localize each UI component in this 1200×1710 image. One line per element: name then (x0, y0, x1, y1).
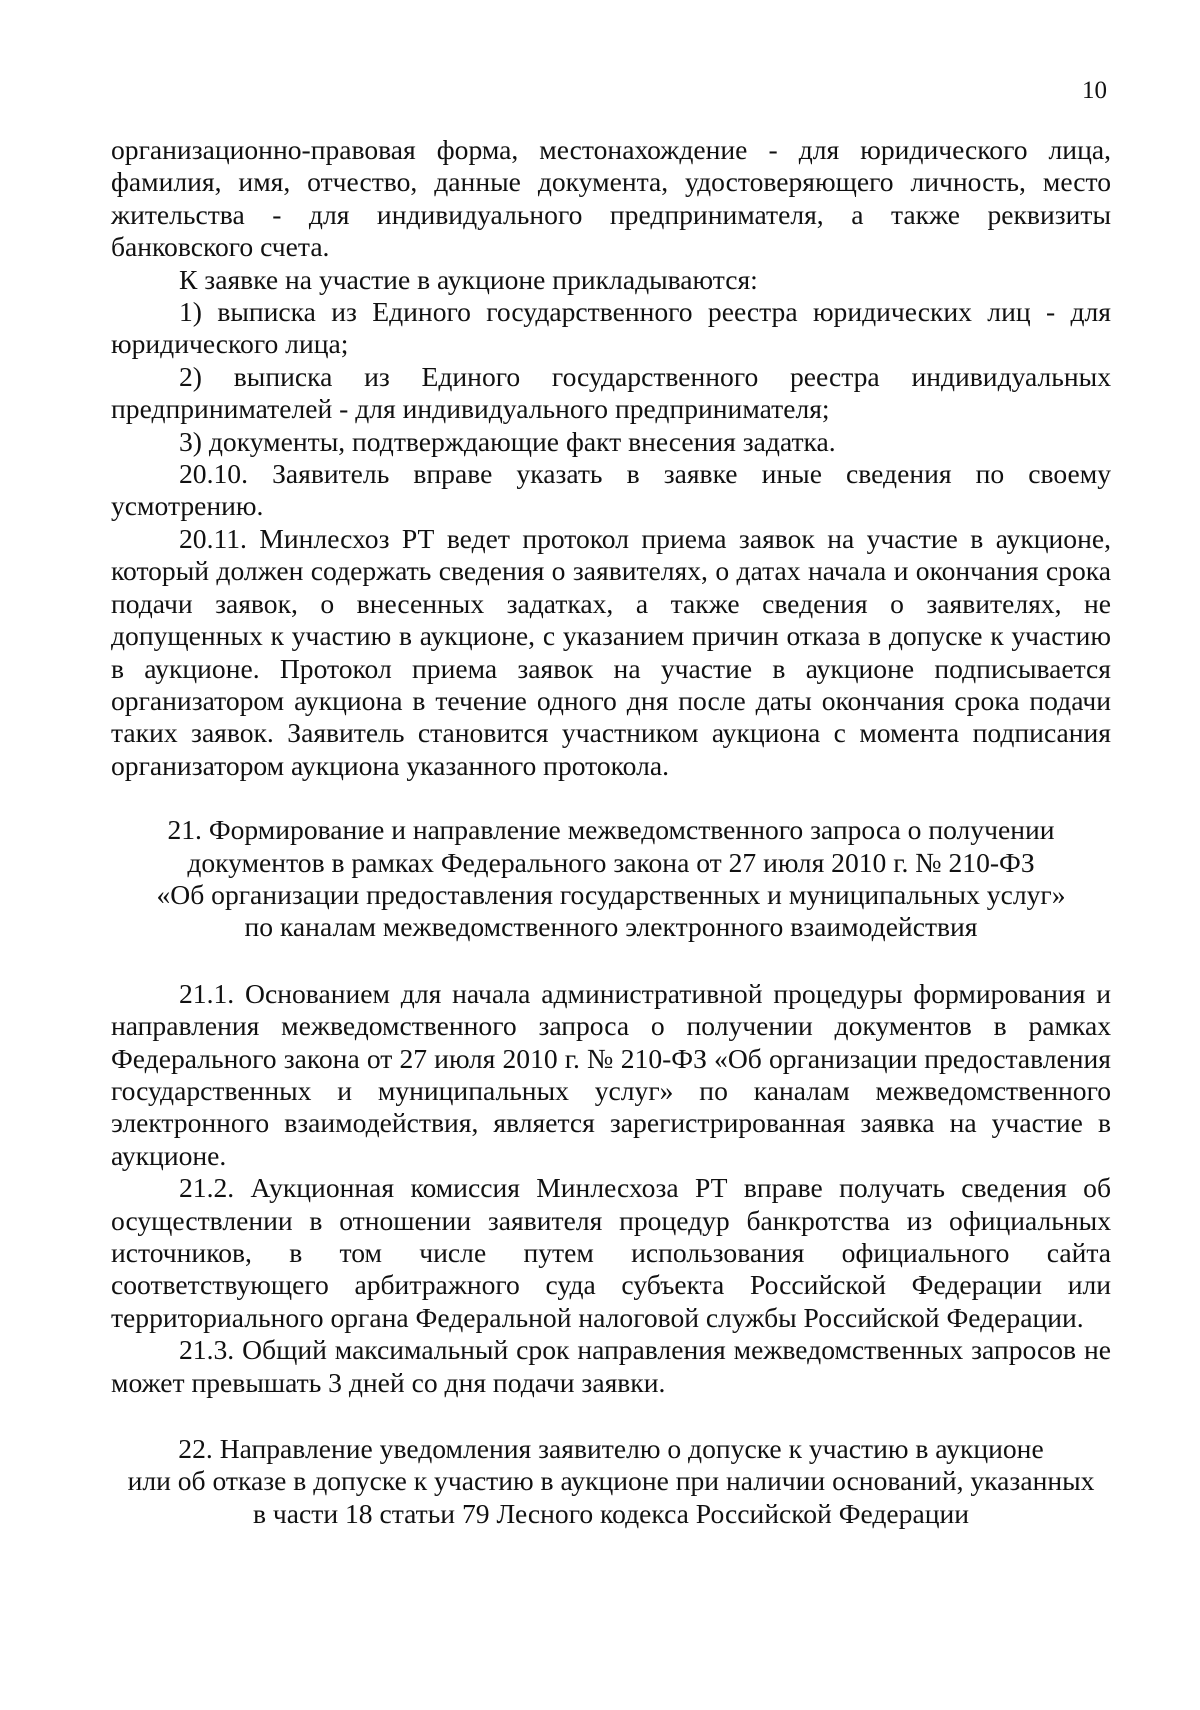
heading-line: 21. Формирование и направление межведомственного запроса о получении (167, 814, 1055, 846)
document-body (111, 134, 1111, 1530)
heading-line: «Об организации предоставления государственных и муниципальных услуг» (156, 878, 1066, 910)
heading-line: в части 18 статьи 79 Лесного кодекса Российской Федерации (252, 1497, 970, 1529)
paragraph-21-3: 21.3. Общий максимальный срок направления межведомственных запросов не может превышать 3 дней со дня подачи заявки. (111, 1334, 1111, 1398)
paragraph-applicant-details: организационно-правовая форма, местонахождение - для юридического лица, фамилия, имя, отчество, данные документа, удостоверяющего личность, место жительства - для индивидуального предпринимателя, а также реквизиты банковского счета. (111, 134, 1111, 263)
paragraph-21-1: 21.1. Основанием для начала административной процедуры формирования и направления межведомственного запроса о получении документов в рамках Федерального закона от 27 июля 2010 г. № 210-ФЗ «Об организации предоставления государственных и муниципальных услуг» по каналам межведомственного электронного взаимодействия, является зарегистрированная заявка на участие в аукционе. (111, 977, 1111, 1171)
heading-line: 22. Направление уведомления заявителю о допуске к участию в аукционе (178, 1433, 1044, 1465)
spacer (111, 944, 1111, 978)
paragraph-20-11: 20.11. Минлесхоз РТ ведет протокол приема заявок на участие в аукционе, который должен содержать сведения о заявителях, о датах начала и окончания срока подачи заявок, о внесенных задатках, а также сведения о заявителях, не допущенных к участию в аукционе, с указанием причин отказа в допуске к участию в аукционе. Протокол приема заявок на участие в аукционе подписывается организатором аукциона в течение одного дня после даты окончания срока подачи таких заявок. Заявитель становится участником аукциона с момента подписания организатором аукциона указанного протокола. (111, 522, 1111, 781)
section-21-heading (111, 814, 1111, 944)
heading-line: документов в рамках Федерального закона от 27 июля 2010 г. № 210-ФЗ (187, 846, 1035, 878)
spacer (111, 782, 1111, 814)
paragraph-item-3: 3) документы, подтверждающие факт внесения задатка. (179, 425, 836, 457)
paragraph-20-10: 20.10. Заявитель вправе указать в заявке иные сведения по своему усмотрению. (111, 458, 1111, 522)
section-22-heading (111, 1433, 1111, 1530)
heading-line: по каналам межведомственного электронного взаимодействия (244, 911, 978, 943)
spacer (111, 1399, 1111, 1433)
heading-line: или об отказе в допуске к участию в аукционе при наличии оснований, указанных (127, 1465, 1095, 1497)
paragraph-item-1: 1) выписка из Единого государственного реестра юридических лиц - для юридического лица; (111, 296, 1111, 360)
paragraph-item-2: 2) выписка из Единого государственного реестра индивидуальных предпринимателей - для индивидуального предпринимателя; (111, 360, 1111, 425)
page-number: 10 (1082, 77, 1107, 104)
paragraph-21-2: 21.2. Аукционная комиссия Минлесхоза РТ вправе получать сведения об осуществлении в отношении заявителя процедур банкротства из официальных источников, в том числе путем использования официального сайта соответствующего арбитражного суда субъекта Российской Федерации или территориального органа Федеральной налоговой службы Российской Федерации. (111, 1172, 1111, 1333)
paragraph-attachments-intro: К заявке на участие в аукционе прикладываются: (179, 263, 758, 295)
